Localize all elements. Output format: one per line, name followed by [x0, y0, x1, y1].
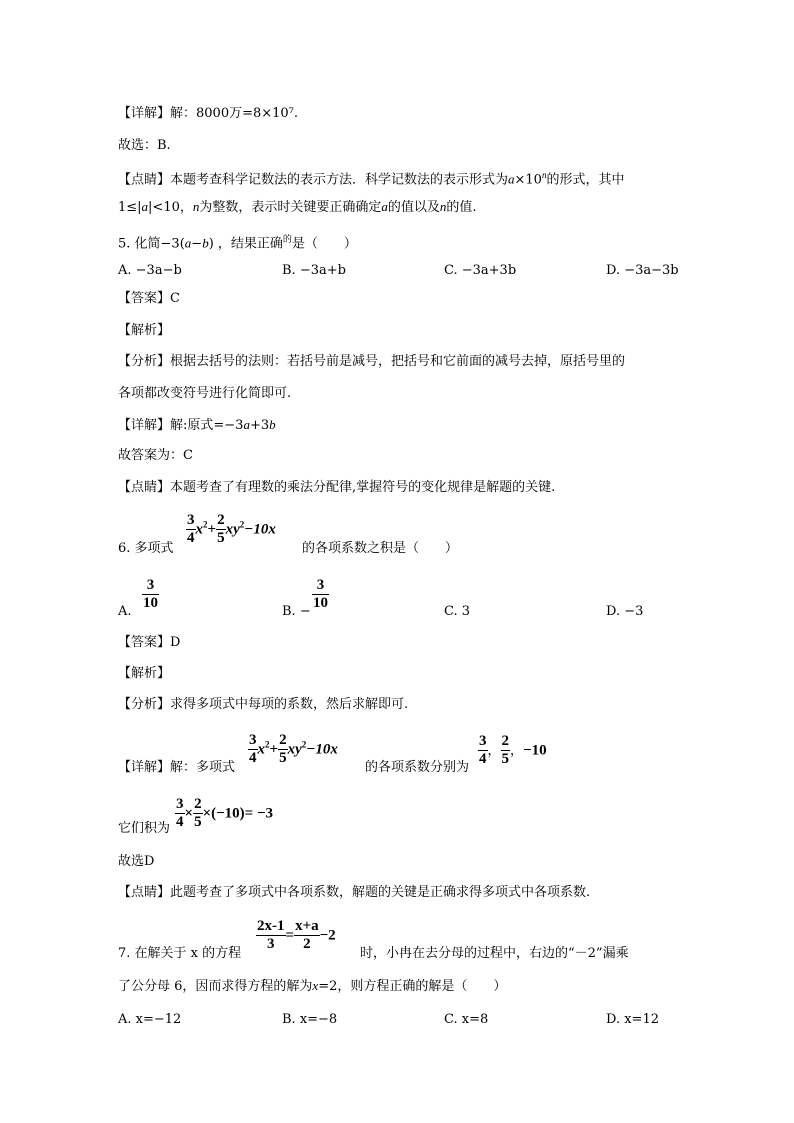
answer-6: 【答案】D: [118, 635, 181, 650]
detail-6-product-label: 它们积为: [118, 821, 171, 836]
q7-option-b: B. x=−8: [282, 1012, 338, 1027]
q6-option-d: D. −3: [606, 604, 644, 619]
detail-6-coefficients: $\frac{3}{4}$ ， $\frac{2}{5}$ ，−10: [479, 733, 547, 767]
detail-6-prefix: 【详解】解：多项式: [118, 760, 236, 775]
note-5: 【点睛】本题考查了有理数的乘法分配律,掌握符号的变化规律是解题的关键.: [118, 480, 556, 495]
q7-option-a: A. x=−12: [118, 1012, 182, 1027]
q6-polynomial: $\frac{3}{4}$ $x^2+$ $\frac{2}{5}$ $xy^2-10x$: [187, 512, 276, 546]
choice-line-q4: 故选：B.: [118, 138, 171, 153]
question-7-prefix: 7. 在解关于 x 的方程: [118, 946, 242, 961]
q6-option-c: C. 3: [444, 604, 471, 619]
analysis-5-line-2: 各项都改变符号进行化简即可.: [118, 386, 292, 401]
q5-option-a: A. −3a−b: [118, 263, 182, 278]
note-6: 【点睛】此题考查了多项式中各项系数，解题的关键是正确求得多项式中各项系数.: [118, 885, 591, 900]
question-6-prefix: 6. 多项式: [118, 541, 174, 556]
q7-option-d: D. x=12: [606, 1012, 659, 1027]
q6-option-a-fraction: $\frac{3}{10}$: [143, 577, 158, 611]
q7-option-c: C. x=8: [444, 1012, 489, 1027]
q7-equation: $\frac{2x-1}{3}$ = $\frac{x+a}{2}$ −2: [257, 918, 336, 952]
detail-5: 【详解】解:原式=−3a+3b: [118, 417, 276, 433]
analysis-header-6: 【解析】: [118, 666, 171, 681]
q6-detail-polynomial: $\frac{3}{4}$ $x^2+$ $\frac{2}{5}$ $xy^2-10x$: [249, 732, 338, 766]
note-line-q4-2: 1≤|a|<10，n为整数，表示时关键要正确确定a的值以及n的值.: [118, 199, 477, 215]
answer-5: 【答案】C: [118, 291, 180, 306]
analysis-6: 【分析】求得多项式中每项的系数，然后求解即可.: [118, 697, 409, 712]
note-line-q4-1: 【点睛】本题考查科学记数法的表示方法．科学记数法的表示形式为$a\times 10^n$的形式，其中: [118, 170, 625, 188]
detail-6-middle: 的各项系数分别为: [365, 760, 470, 775]
q6-product-expression: $\frac{3}{4}$ × $\frac{2}{5}$ ×(−10)= −3: [176, 796, 274, 830]
q6-option-a-label: A.: [118, 604, 132, 619]
question-7-suffix: 时，小冉在去分母的过程中，右边的“－2”漏乘: [360, 946, 629, 961]
question-7-line-2: 了公分母 6，因而求得方程的解为x=2，则方程正确的解是（ ）: [118, 978, 507, 994]
question-5: 5. 化简−3(a−b) ，结果正确$^的$是（ ）: [118, 235, 357, 252]
detail-line-q4: 【详解】解：8000万=8×10⁷.: [118, 106, 299, 121]
analysis-header-5: 【解析】: [118, 323, 171, 338]
conclusion-5: 故答案为：C: [118, 448, 193, 463]
q6-option-b-label: B. −: [282, 604, 311, 619]
conclusion-6: 故选D: [118, 854, 155, 869]
q5-option-b: B. −3a+b: [282, 263, 346, 278]
analysis-5-line-1: 【分析】根据去括号的法则：若括号前是减号，把括号和它前面的减号去掉，原括号里的: [118, 354, 626, 369]
q5-option-c: C. −3a+3b: [444, 263, 517, 278]
question-6-suffix: 的各项系数之积是（ ）: [302, 541, 459, 556]
q6-option-b-fraction: $\frac{3}{10}$: [313, 577, 328, 611]
q5-option-d: D. −3a−3b: [606, 263, 679, 278]
